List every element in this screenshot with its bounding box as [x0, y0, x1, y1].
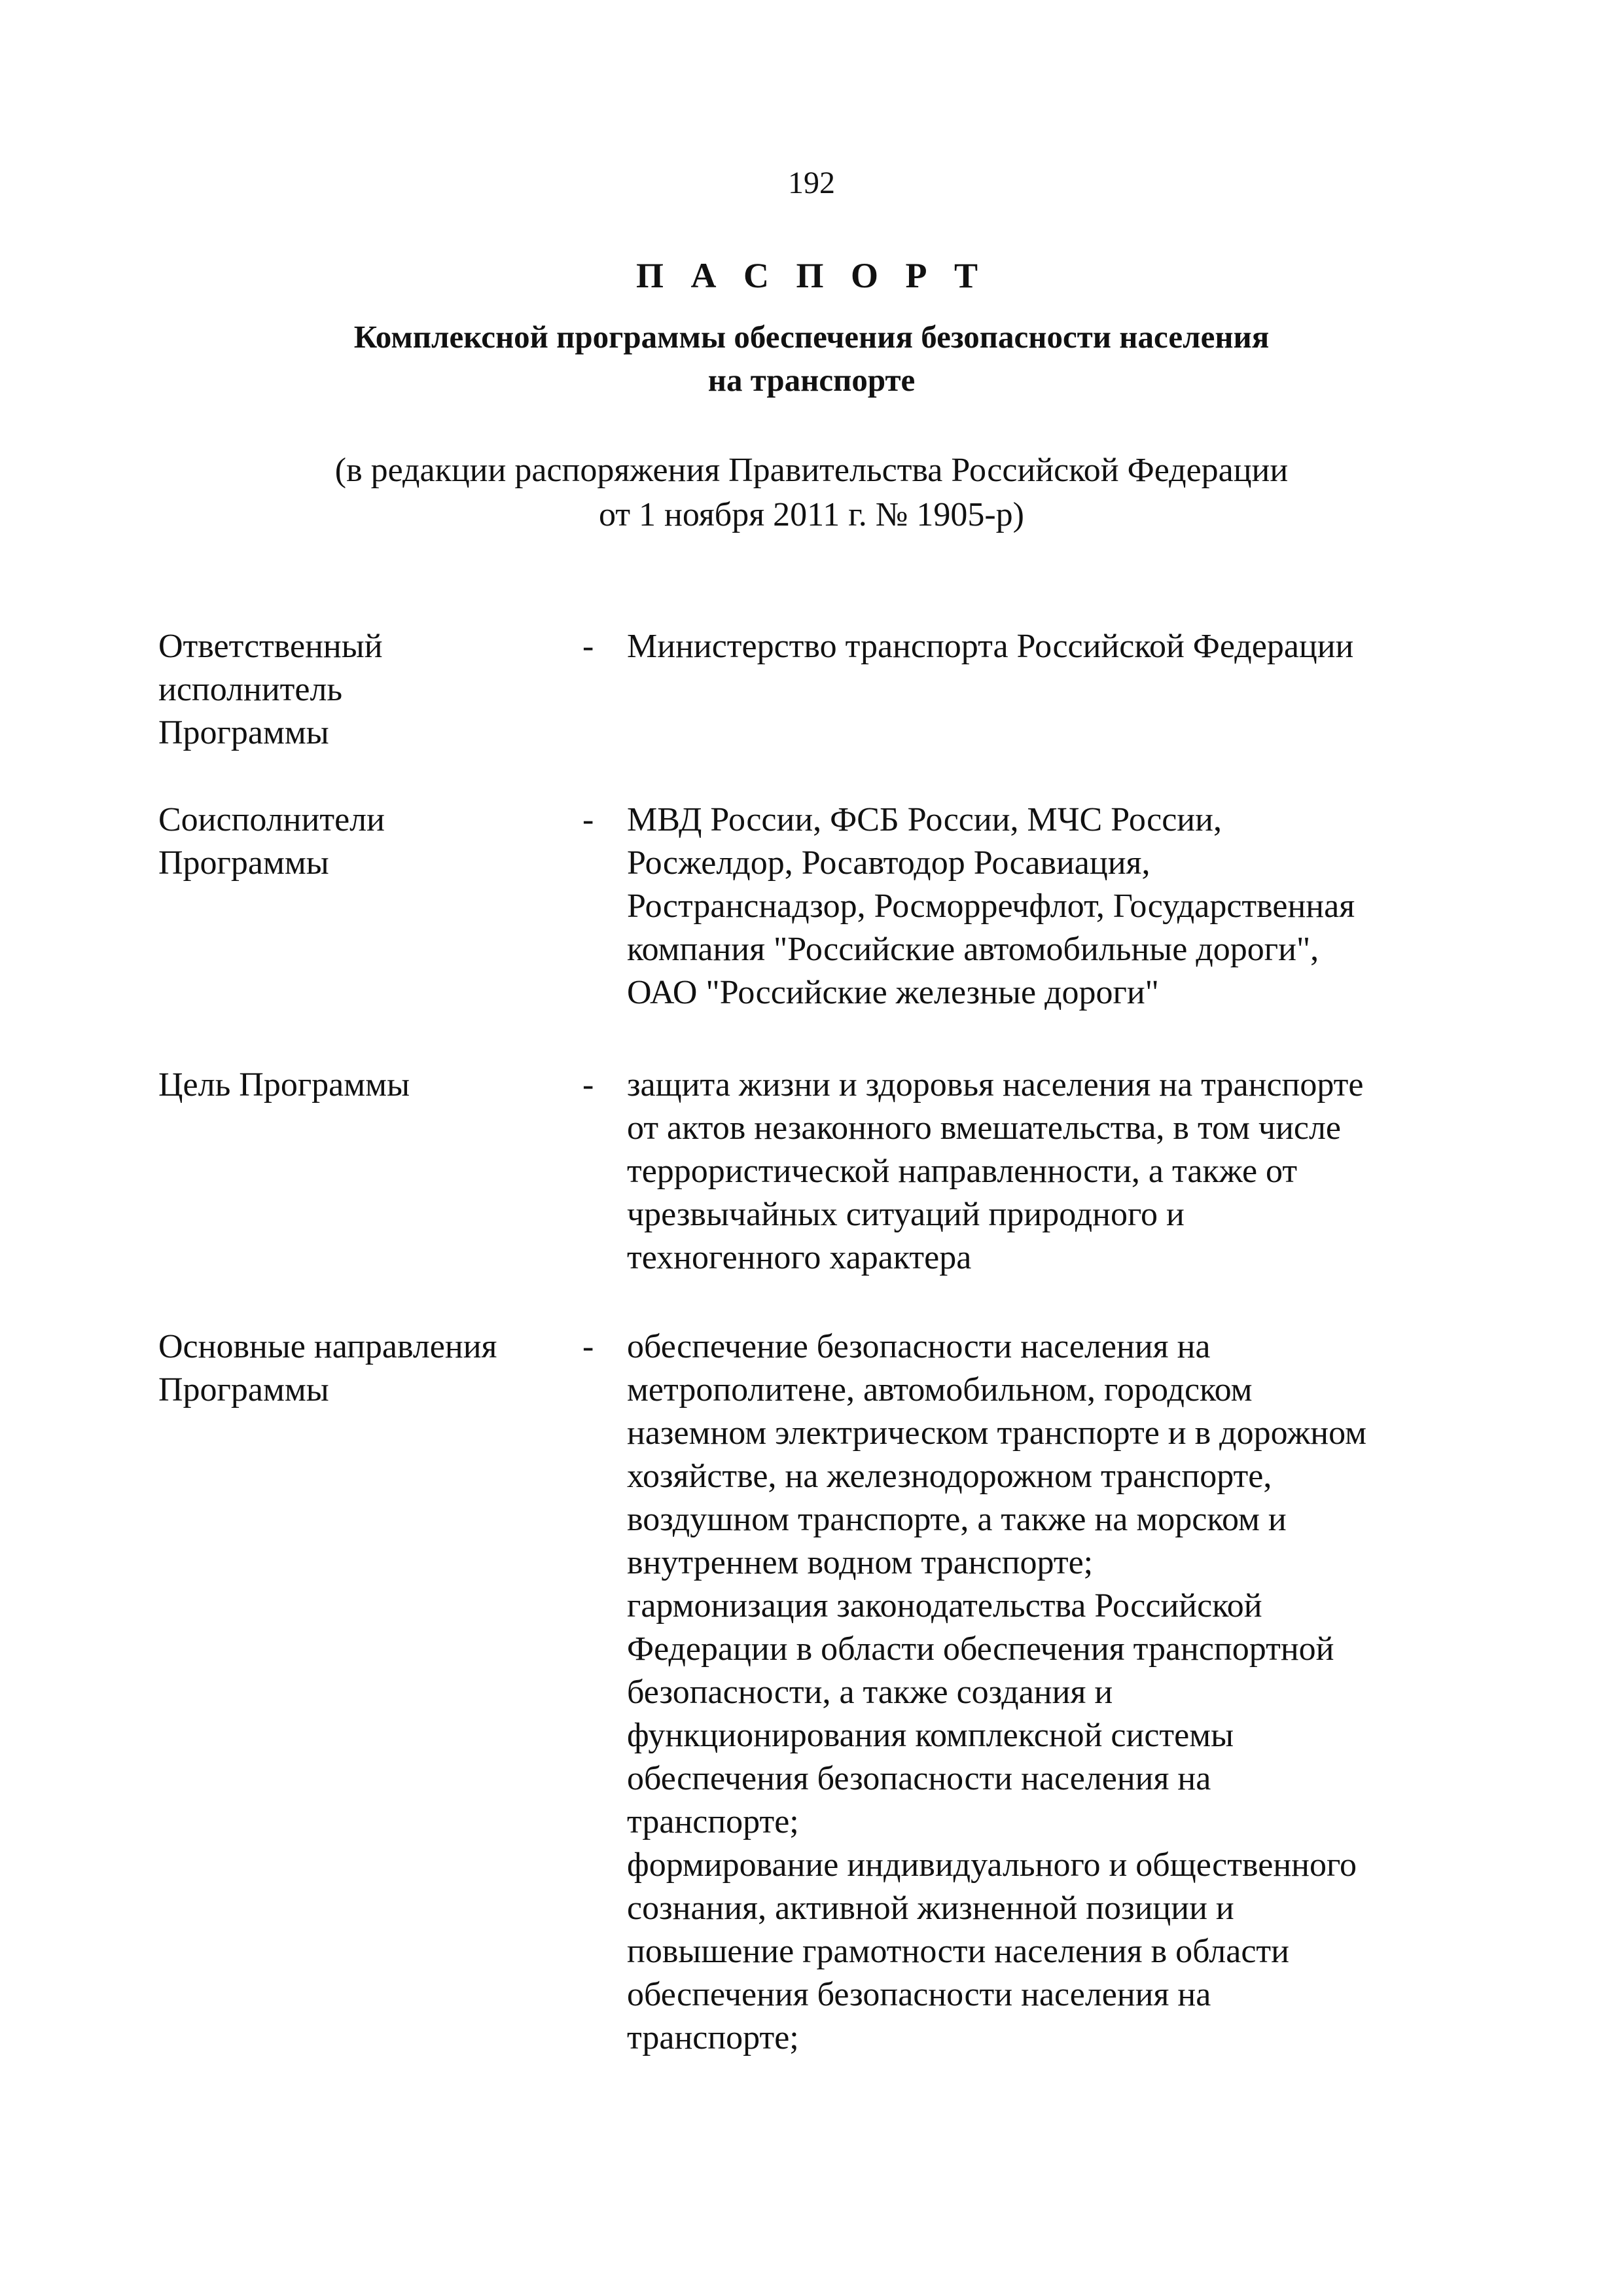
row-value: [627, 798, 1478, 1014]
row-dash: -: [582, 628, 594, 665]
row-value-line: хозяйстве, на железнодорожном транспорте,: [627, 1458, 1272, 1495]
edition-line: (в редакции распоряжения Правительства Российской Федерации: [334, 452, 1289, 489]
document-subtitle: [196, 315, 1427, 402]
document-title: П А С П О Р Т: [635, 256, 987, 295]
row-value-line: гармонизация законодательства Российской: [627, 1587, 1262, 1624]
row-label: [158, 625, 564, 755]
row-value-line: МВД России, ФСБ России, МЧС России,: [627, 801, 1222, 838]
row-label-line: исполнитель: [158, 671, 343, 708]
row-value-line: Ространснадзор, Росморречфлот, Государственная: [627, 888, 1355, 925]
row-value-line: террористической направленности, а также от: [627, 1153, 1298, 1190]
row-value: [627, 625, 1478, 668]
row-label-line: Основные направления: [158, 1328, 497, 1365]
row-value-line: транспорте;: [627, 1803, 799, 1840]
row-label: [158, 1064, 564, 1107]
row-value-line: сознания, активной жизненной позиции и: [627, 1890, 1234, 1927]
row-value-line: техногенного характера: [627, 1239, 972, 1276]
row-dash: -: [582, 1066, 594, 1103]
row-value-line: ОАО "Российские железные дороги": [627, 974, 1159, 1011]
row-value-line: воздушном транспорте, а также на морском и: [627, 1501, 1287, 1538]
edition-line: от 1 ноября 2011 г. № 1905-р): [599, 496, 1024, 533]
subtitle-line: Комплексной программы обеспечения безопасности населения: [353, 319, 1270, 355]
row-label-line: Программы: [158, 844, 329, 882]
row-value-line: Федерации в области обеспечения транспортной: [627, 1630, 1334, 1668]
row-value-line: обеспечение безопасности населения на: [627, 1328, 1211, 1365]
row-value-line: внутреннем водном транспорте;: [627, 1544, 1094, 1581]
row-value-line: от актов незаконного вмешательства, в том числе: [627, 1109, 1342, 1147]
row-value-line: чрезвычайных ситуаций природного и: [627, 1196, 1185, 1233]
row-value-line: обеспечения безопасности населения на: [627, 1976, 1211, 2013]
subtitle-line: на транспорте: [707, 362, 916, 398]
row-label-line: Программы: [158, 1371, 329, 1408]
row-label: [158, 1325, 564, 1412]
row-dash: -: [582, 1328, 594, 1365]
row-value-line: компания "Российские автомобильные дороги",: [627, 931, 1319, 968]
page-number: 192: [788, 166, 835, 200]
row-value-line: защита жизни и здоровья населения на транспорте: [627, 1066, 1364, 1103]
row-label: [158, 798, 564, 885]
edition-note: [164, 448, 1459, 537]
row-value-line: функционирования комплексной системы: [627, 1717, 1234, 1754]
row-value: [627, 1325, 1478, 2060]
row-value-line: повышение грамотности населения в области: [627, 1933, 1289, 1970]
row-value-line: метрополитене, автомобильном, городском: [627, 1371, 1253, 1408]
row-value-line: транспорте;: [627, 2019, 799, 2056]
row-value-line: Росжелдор, Росавтодор Росавиация,: [627, 844, 1150, 882]
row-label-line: Цель Программы: [158, 1066, 410, 1103]
row-value-line: обеспечения безопасности населения на: [627, 1760, 1211, 1797]
row-label-line: Ответственный: [158, 628, 383, 665]
row-value-line: формирование индивидуального и общественного: [627, 1846, 1357, 1884]
row-dash: -: [582, 801, 594, 838]
row-label-line: Соисполнители: [158, 801, 385, 838]
row-value: [627, 1064, 1478, 1280]
row-label-line: Программы: [158, 714, 329, 751]
row-value-line: Министерство транспорта Российской Федерации: [627, 628, 1354, 665]
row-value-line: наземном электрическом транспорте и в дорожном: [627, 1414, 1367, 1452]
row-value-line: безопасности, а также создания и: [627, 1674, 1113, 1711]
